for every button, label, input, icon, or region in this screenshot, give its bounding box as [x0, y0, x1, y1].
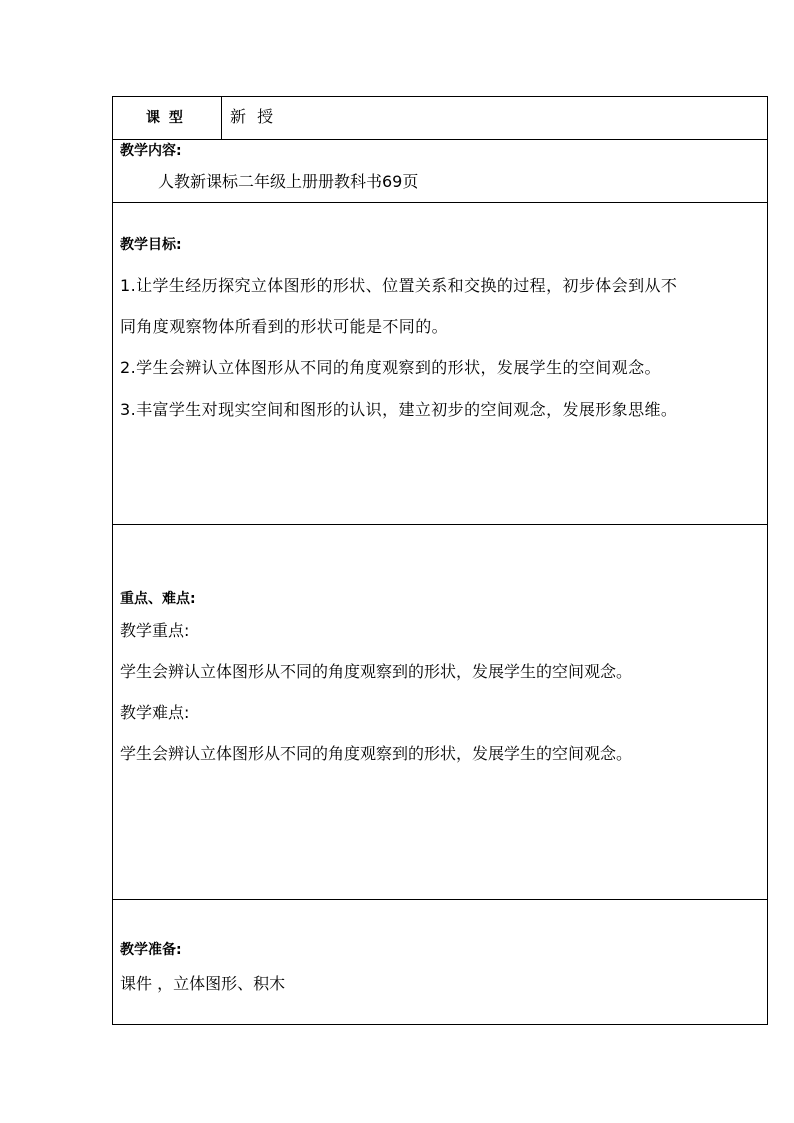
row-divider: [113, 524, 767, 525]
focus-title: 重点、难点:: [120, 591, 196, 607]
goal-line: 1.让学生经历探究立体图形的形状、位置关系和交换的过程，初步体会到从不: [120, 276, 678, 295]
prep-text: 课件 ，立体图形、积木: [120, 974, 286, 993]
course-type-label: 课 型: [146, 110, 185, 126]
difficult-point-text: 学生会辨认立体图形从不同的角度观察到的形状，发展学生的空间观念。: [120, 744, 633, 763]
prep-title: 教学准备:: [120, 942, 182, 958]
goal-line: 3.丰富学生对现实空间和图形的认识，建立初步的空间观念，发展形象思维。: [120, 400, 678, 419]
goal-line: 2.学生会辨认立体图形从不同的角度观察到的形状，发展学生的空间观念。: [120, 358, 661, 377]
row-divider: [113, 899, 767, 900]
header-divider: [221, 97, 222, 139]
goal-line: 同角度观察物体所看到的形状可能是不同的。: [120, 317, 449, 336]
row-divider: [113, 139, 767, 140]
goals-title: 教学目标:: [120, 237, 182, 253]
row-divider: [113, 202, 767, 203]
content-title: 教学内容:: [120, 143, 182, 159]
difficult-point-label: 教学难点:: [120, 703, 190, 722]
lesson-plan-table: [112, 96, 768, 1025]
key-point-label: 教学重点:: [120, 621, 190, 640]
course-type-value: 新 授: [230, 107, 277, 126]
content-text: 人教新课标二年级上册册教科书69页: [158, 172, 419, 191]
key-point-text: 学生会辨认立体图形从不同的角度观察到的形状，发展学生的空间观念。: [120, 662, 633, 681]
